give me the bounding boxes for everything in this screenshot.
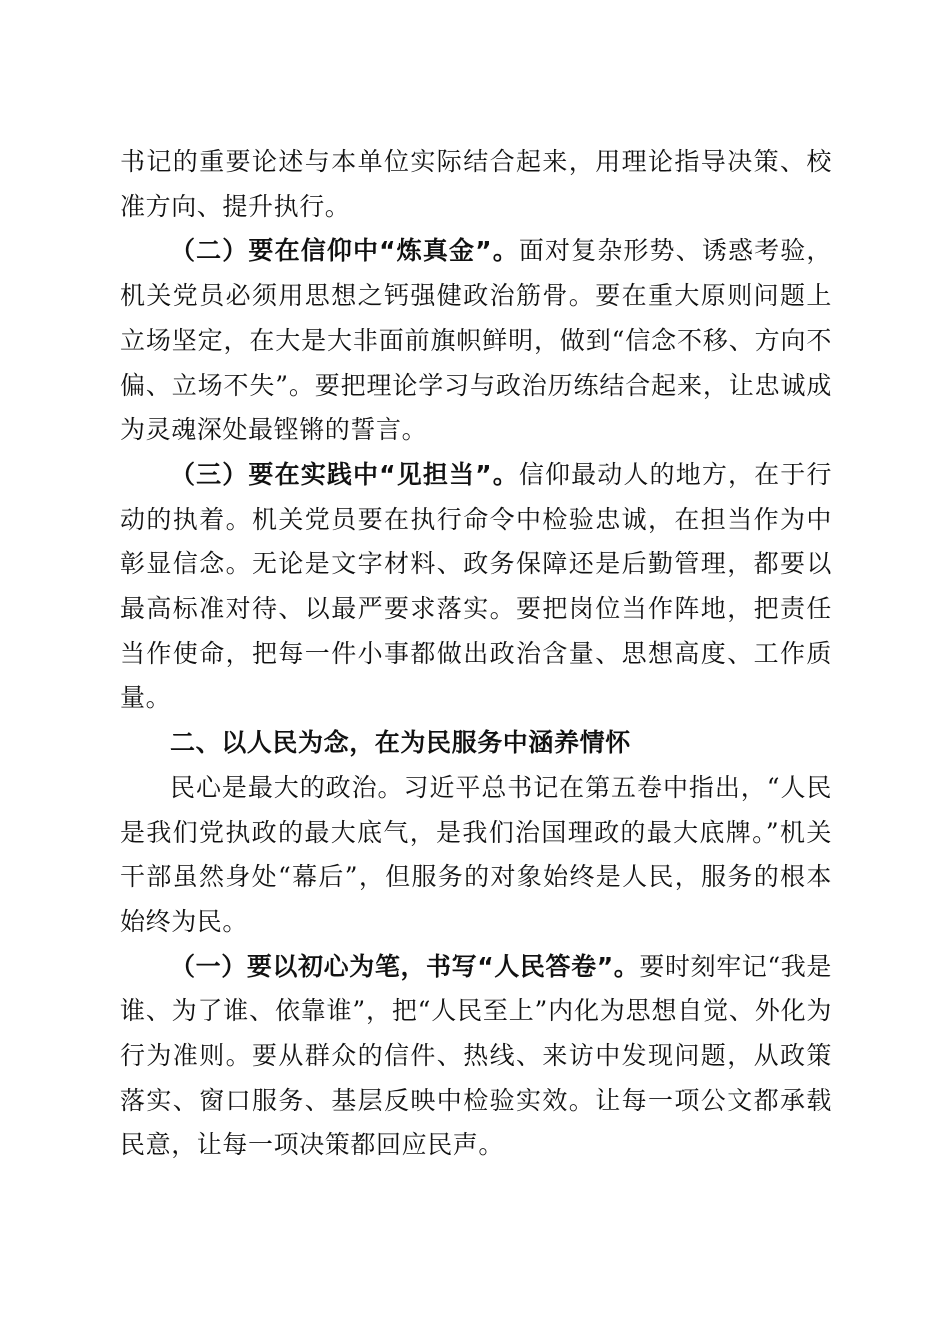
paragraph-lead: （二）要在信仰中“炼真金”。 [170, 236, 519, 266]
paragraph-body [120, 766, 832, 945]
paragraph-lead: （三）要在实践中“见担当”。 [170, 459, 519, 489]
section-heading: 二、以人民为念，在为民服务中涵养情怀 [170, 728, 631, 758]
document-body [120, 140, 832, 1168]
paragraph-sub-3 [120, 453, 832, 721]
paragraph-continuation [120, 140, 832, 229]
paragraph-text: 信仰最动人的地方，在于行动的执着。机关党员要在执行命令中检验忠诚，在担当作为中彰显信念。无论是文字材料、政务保障还是后勤管理，都要以最高标准对待、以最严要求落实。要把岗位当作阵地，把责任当作使命，把每一件小事都做出政治含量、思想高度、工作质量。 [120, 459, 832, 713]
paragraph-text: 面对复杂形势、诱惑考验，机关党员必须用思想之钙强健政治筋骨。要在重大原则问题上立场坚定，在大是大非面前旗帜鲜明，做到“信念不移、方向不偏、立场不失”。要把理论学习与政治历练结合起来，让忠诚成为灵魂深处最铿锵的誓言。 [120, 236, 832, 445]
paragraph-lead: （一）要以初心为笔，书写“人民答卷”。 [170, 951, 640, 981]
paragraph-text: 要时刻牢记“我是谁、为了谁、依靠谁”，把“人民至上”内化为思想自觉、外化为行为准则。要从群众的信件、热线、来访中发现问题，从政策落实、窗口服务、基层反映中检验实效。让每一项公文都承载民意，让每一项决策都回应民声。 [120, 951, 832, 1160]
paragraph-text: 书记的重要论述与本单位实际结合起来，用理论指导决策、校准方向、提升执行。 [120, 147, 832, 221]
paragraph-sub-2 [120, 229, 832, 453]
paragraph-text: 民心是最大的政治。习近平总书记在第五卷中指出，“人民是我们党执政的最大底气，是我们治国理政的最大底牌。”机关干部虽然身处“幕后”，但服务的对象始终是人民，服务的根本始终为民。 [120, 772, 832, 936]
paragraph-sub-1 [120, 945, 832, 1169]
